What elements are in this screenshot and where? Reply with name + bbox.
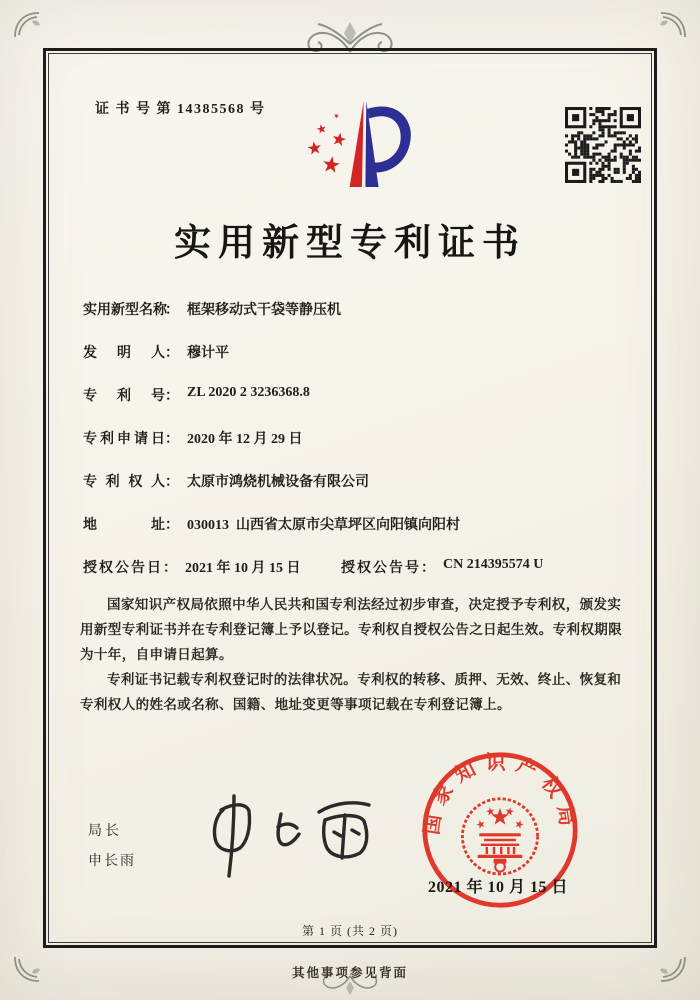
back-note: 其他事项参见背面 bbox=[291, 966, 408, 980]
legal-text-block bbox=[80, 592, 626, 717]
field-label: 实用新型名称 bbox=[83, 303, 167, 318]
ornament-corner-top-left bbox=[10, 8, 44, 42]
field-label: 地址 bbox=[83, 518, 165, 533]
field-label: 专利申请日 bbox=[83, 432, 165, 447]
field-colon: ： bbox=[421, 561, 435, 576]
signer-name: 申长雨 bbox=[88, 854, 136, 869]
certificate-number: 证 书 号 第 14385568 号 bbox=[95, 102, 266, 117]
field-row-inventor bbox=[83, 342, 628, 362]
grant-date-label: 授权公告日 bbox=[83, 561, 163, 576]
national-emblem-icon bbox=[462, 799, 537, 874]
fields-block bbox=[83, 299, 628, 600]
field-colon: ： bbox=[165, 346, 179, 361]
field-value: ZL 2020 2 3236368.8 bbox=[187, 385, 310, 400]
cnipa-logo-icon bbox=[292, 94, 416, 194]
field-value: 穆计平 bbox=[187, 346, 229, 361]
field-row-filing-date bbox=[83, 428, 628, 448]
field-colon: ： bbox=[165, 432, 179, 447]
svg-text:国家知识产权局 bbox=[420, 751, 580, 836]
field-label: 发明人 bbox=[83, 346, 165, 361]
field-colon: ： bbox=[165, 389, 179, 404]
grant-no-value: CN 214395574 U bbox=[443, 557, 544, 572]
legal-paragraph-1: 国家知识产权局依照中华人民共和国专利法经过初步审查，决定授予专利权，颁发实用新型专利证书并在专利登记簿上予以登记。专利权自授权公告之日起生效。专利权期限为十年，自申请日起算。 bbox=[80, 597, 623, 662]
field-row-name bbox=[83, 299, 628, 319]
certificate-title: 实用新型专利证书 bbox=[174, 223, 526, 264]
field-value: 框架移动式干袋等静压机 bbox=[187, 303, 341, 318]
field-row-grant bbox=[83, 557, 628, 577]
seal-date: 2021 年 10 月 15 日 bbox=[428, 879, 569, 896]
field-row-address bbox=[83, 514, 628, 534]
field-row-patent-no bbox=[83, 385, 628, 405]
ornament-corner-top-right bbox=[656, 8, 690, 42]
field-row-patentee bbox=[83, 471, 628, 491]
field-value: 030013 山西省太原市尖草坪区向阳镇向阳村 bbox=[187, 518, 460, 533]
seal-ring-text: 国家知识产权局 bbox=[420, 752, 580, 837]
field-colon: ： bbox=[163, 561, 177, 576]
grant-no-label: 授权公告号 bbox=[341, 561, 421, 576]
signer-title: 局长 bbox=[88, 824, 122, 839]
field-colon: ： bbox=[165, 303, 179, 318]
field-value: 太原市鸿烧机械设备有限公司 bbox=[187, 475, 369, 490]
field-colon: ： bbox=[165, 518, 179, 533]
field-value: 2020 年 12 月 29 日 bbox=[187, 432, 303, 447]
grant-date-value: 2021 年 10 月 15 日 bbox=[185, 561, 301, 576]
field-colon: ： bbox=[165, 475, 179, 490]
field-label: 专利号 bbox=[83, 389, 165, 404]
grant-number-group bbox=[341, 557, 543, 577]
legal-paragraph-2: 专利证书记载专利权登记时的法律状况。专利权的转移、质押、无效、终止、恢复和专利权人的姓名或名称、国籍、地址变更等事项记载在专利登记簿上。 bbox=[80, 672, 622, 712]
signature-shen-changyu bbox=[193, 790, 393, 880]
qr-code bbox=[565, 107, 641, 183]
field-label: 专利权人 bbox=[83, 475, 165, 490]
page-number: 第 1 页 (共 2 页) bbox=[302, 924, 398, 938]
